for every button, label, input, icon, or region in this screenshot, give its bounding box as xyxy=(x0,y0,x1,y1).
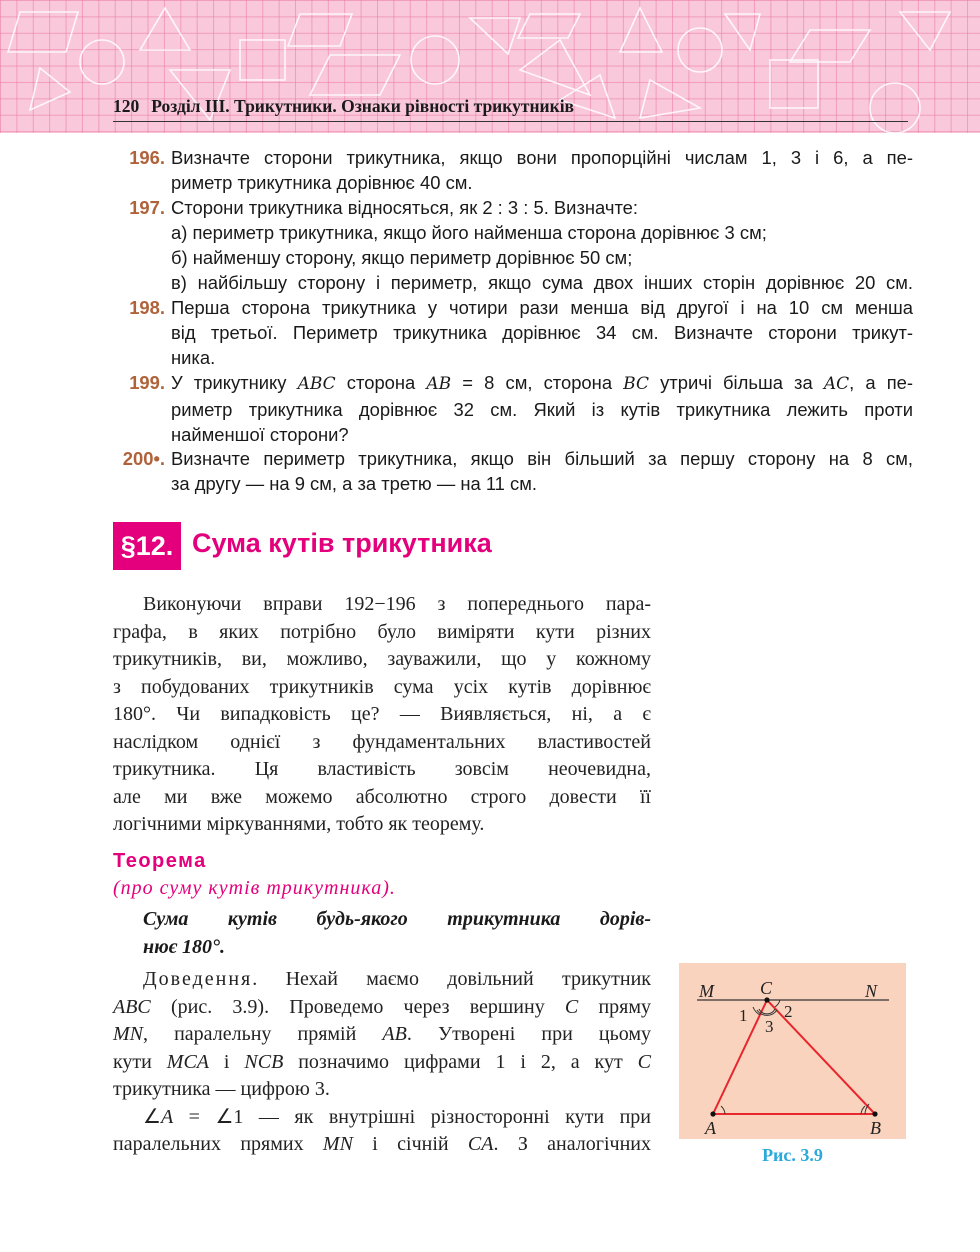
label-angle-2: 2 xyxy=(784,1002,793,1021)
exercise-text-line: риметр трикутника дорівнює 40 см. xyxy=(171,172,473,193)
proof-line xyxy=(113,994,651,1022)
exercise-number: 199. xyxy=(129,372,165,393)
triangle-abc xyxy=(713,1000,875,1114)
chapter-title: Розділ ІІІ. Трикутники. Ознаки рівності трикутників xyxy=(151,96,575,116)
theorem-title: Теорема xyxy=(113,850,207,872)
paragraph-line: але ми вже можемо абсолютно строго довести її xyxy=(113,785,651,808)
exercise-number: 196. xyxy=(129,147,165,168)
exercise-text-line: Сторони трикутника відносяться, як 2 : 3 : 5. Визначте: xyxy=(171,197,638,218)
text-fragment: У трикутнику xyxy=(171,372,298,393)
text-fragment: позначимо цифрами 1 і 2, а кут xyxy=(283,1050,638,1073)
label-c: C xyxy=(760,978,773,998)
math-symbol: A xyxy=(160,1105,174,1128)
math-symbol: MN xyxy=(322,1133,353,1155)
exercise-number: 197. xyxy=(129,197,165,218)
figure-caption: Рис. 3.9 xyxy=(762,1145,823,1165)
exercise-text-line: в) найбільшу сторону і периметр, якщо сума двох інших сторін дорівнює 20 см. xyxy=(171,272,913,293)
text-fragment: (рис. 3.9). Проведемо через вершину xyxy=(150,995,565,1018)
math-symbol: CA xyxy=(467,1133,494,1155)
text-fragment: і xyxy=(209,1050,245,1073)
math-symbol: BC xyxy=(623,374,649,394)
proof-paragraph xyxy=(113,966,651,1159)
triangle-diagram xyxy=(679,963,906,1139)
math-symbol: MCA xyxy=(166,1050,210,1073)
proof-word: Доведення xyxy=(143,968,253,990)
text-fragment: паралельних прямих xyxy=(113,1133,323,1155)
proof-line xyxy=(113,1131,651,1159)
exercise-text-line: від третьої. Периметр трикутника дорівнює 34 см. Визначте сторони трикут- xyxy=(171,322,913,343)
math-symbol: C xyxy=(564,995,579,1018)
math-symbol: NCB xyxy=(244,1050,284,1073)
math-symbol: ABC xyxy=(113,995,151,1018)
intro-paragraph xyxy=(113,591,651,839)
text-fragment: , паралельну прямій xyxy=(143,1023,383,1045)
paragraph-line: трикутника. Ця властивість зовсім неочевидна, xyxy=(113,758,651,780)
paragraph-line: з побудованих трикутників сума усіх кутів дорівнює xyxy=(113,675,651,698)
difficulty-mark: •. xyxy=(153,448,165,469)
exercise-text-line: риметр трикутника дорівнює 32 см. Який із кутів трикутника лежить проти xyxy=(171,399,913,420)
exercise-text-line: ника. xyxy=(171,347,216,368)
label-n: N xyxy=(865,981,878,1001)
proof-line xyxy=(113,1049,651,1077)
proof-line: трикутника — цифрою 3. xyxy=(113,1078,330,1100)
text-fragment: і січній xyxy=(352,1133,468,1155)
paragraph-line: трикутників, ви, можливо, зауважили, що у кожному xyxy=(113,648,651,670)
text-fragment: кути xyxy=(113,1050,167,1073)
text-fragment: = 8 см, сторона xyxy=(451,372,624,393)
proof-line xyxy=(113,966,651,994)
paragraph-line: Виконуючи вправи 192−196 з попереднього пара- xyxy=(143,593,651,615)
exercise-196 xyxy=(113,145,913,195)
math-symbol: AC xyxy=(823,374,850,394)
exercise-number: 198. xyxy=(129,297,165,318)
text-fragment: . Нехай маємо довільний трикутник xyxy=(252,968,651,990)
theorem-subtitle: (про суму кутів трикутника). xyxy=(113,877,396,899)
point-b xyxy=(872,1111,877,1116)
exercise-text-line: за другу — на 9 см, а за третю — на 11 см. xyxy=(171,473,537,494)
label-angle-1: 1 xyxy=(739,1006,748,1025)
section-title: Сума кутів трикутника xyxy=(192,528,492,558)
exercise-text-line: а) периметр трикутника, якщо його найменша сторона дорівнює 3 см; xyxy=(171,222,767,243)
text-fragment: ∠ xyxy=(143,1105,161,1128)
proof-line xyxy=(113,1021,651,1049)
math-symbol: MN xyxy=(113,1023,143,1045)
angle-b-arc xyxy=(861,1106,865,1114)
exercise-199 xyxy=(113,370,913,447)
math-symbol: C xyxy=(637,1050,651,1073)
proof-line xyxy=(113,1104,651,1132)
exercise-text-line: б) найменшу сторону, якщо периметр дорівнює 50 см; xyxy=(171,247,633,268)
statement-line: нює 180°. xyxy=(143,936,226,958)
exercise-number-digits: 200 xyxy=(122,448,154,469)
angle-1-arc xyxy=(753,1007,760,1015)
page-number: 120 xyxy=(113,96,140,116)
paragraph-line: графа, в яких потрібно було виміряти кути різних xyxy=(113,620,651,643)
statement-line: Сума кутів будь-якого трикутника дорів- xyxy=(143,908,651,930)
paragraph-line: 180°. Чи випадковість це? — Виявляється, ні, а є xyxy=(113,703,651,725)
point-c xyxy=(764,997,769,1002)
exercise-197 xyxy=(113,195,913,295)
label-a: A xyxy=(705,1118,716,1138)
exercise-number xyxy=(113,446,165,471)
text-fragment: . З аналогічних xyxy=(493,1133,651,1155)
exercise-198 xyxy=(113,295,913,370)
theorem-statement xyxy=(143,905,651,961)
point-a xyxy=(710,1111,715,1116)
exercise-text-line: найменшої сторони? xyxy=(171,424,349,445)
text-fragment: = ∠1 — як внутрішні різносторонні кути при xyxy=(173,1105,651,1128)
text-fragment: утричі більша за xyxy=(649,372,824,393)
exercise-text-line: Визначте периметр трикутника, якщо він більший за першу сторону на 8 см, xyxy=(171,448,913,469)
label-m: M xyxy=(699,981,714,1001)
text-fragment: сторона xyxy=(335,372,427,393)
math-symbol: AB xyxy=(382,1023,407,1045)
label-b: B xyxy=(870,1118,881,1138)
math-symbol: ABC xyxy=(297,374,336,394)
math-symbol: AB xyxy=(426,374,452,394)
label-angle-3: 3 xyxy=(765,1017,774,1036)
exercise-text-line: Визначте сторони трикутника, якщо вони пропорційні числам 1, 3 і 6, а пе- xyxy=(171,147,913,168)
text-fragment: . Утворені при цьому xyxy=(406,1023,651,1045)
paragraph-line: логічними міркуваннями, тобто як теорему. xyxy=(113,813,485,835)
exercise-200 xyxy=(113,446,913,496)
exercise-text-line xyxy=(171,370,913,397)
text-fragment: , а пе- xyxy=(849,372,914,393)
running-head xyxy=(113,96,908,122)
figure-3-9 xyxy=(679,963,906,1139)
angle-2-arc xyxy=(775,1000,780,1007)
exercise-text-line: Перша сторона трикутника у чотири рази менша від другої і на 10 см менша xyxy=(171,297,913,318)
section-number-badge: §12. xyxy=(113,522,181,570)
angle-a-arc xyxy=(721,1106,725,1114)
paragraph-line: наслідком однієї з фундаментальних властивостей xyxy=(113,730,651,753)
text-fragment: пряму xyxy=(578,995,652,1018)
